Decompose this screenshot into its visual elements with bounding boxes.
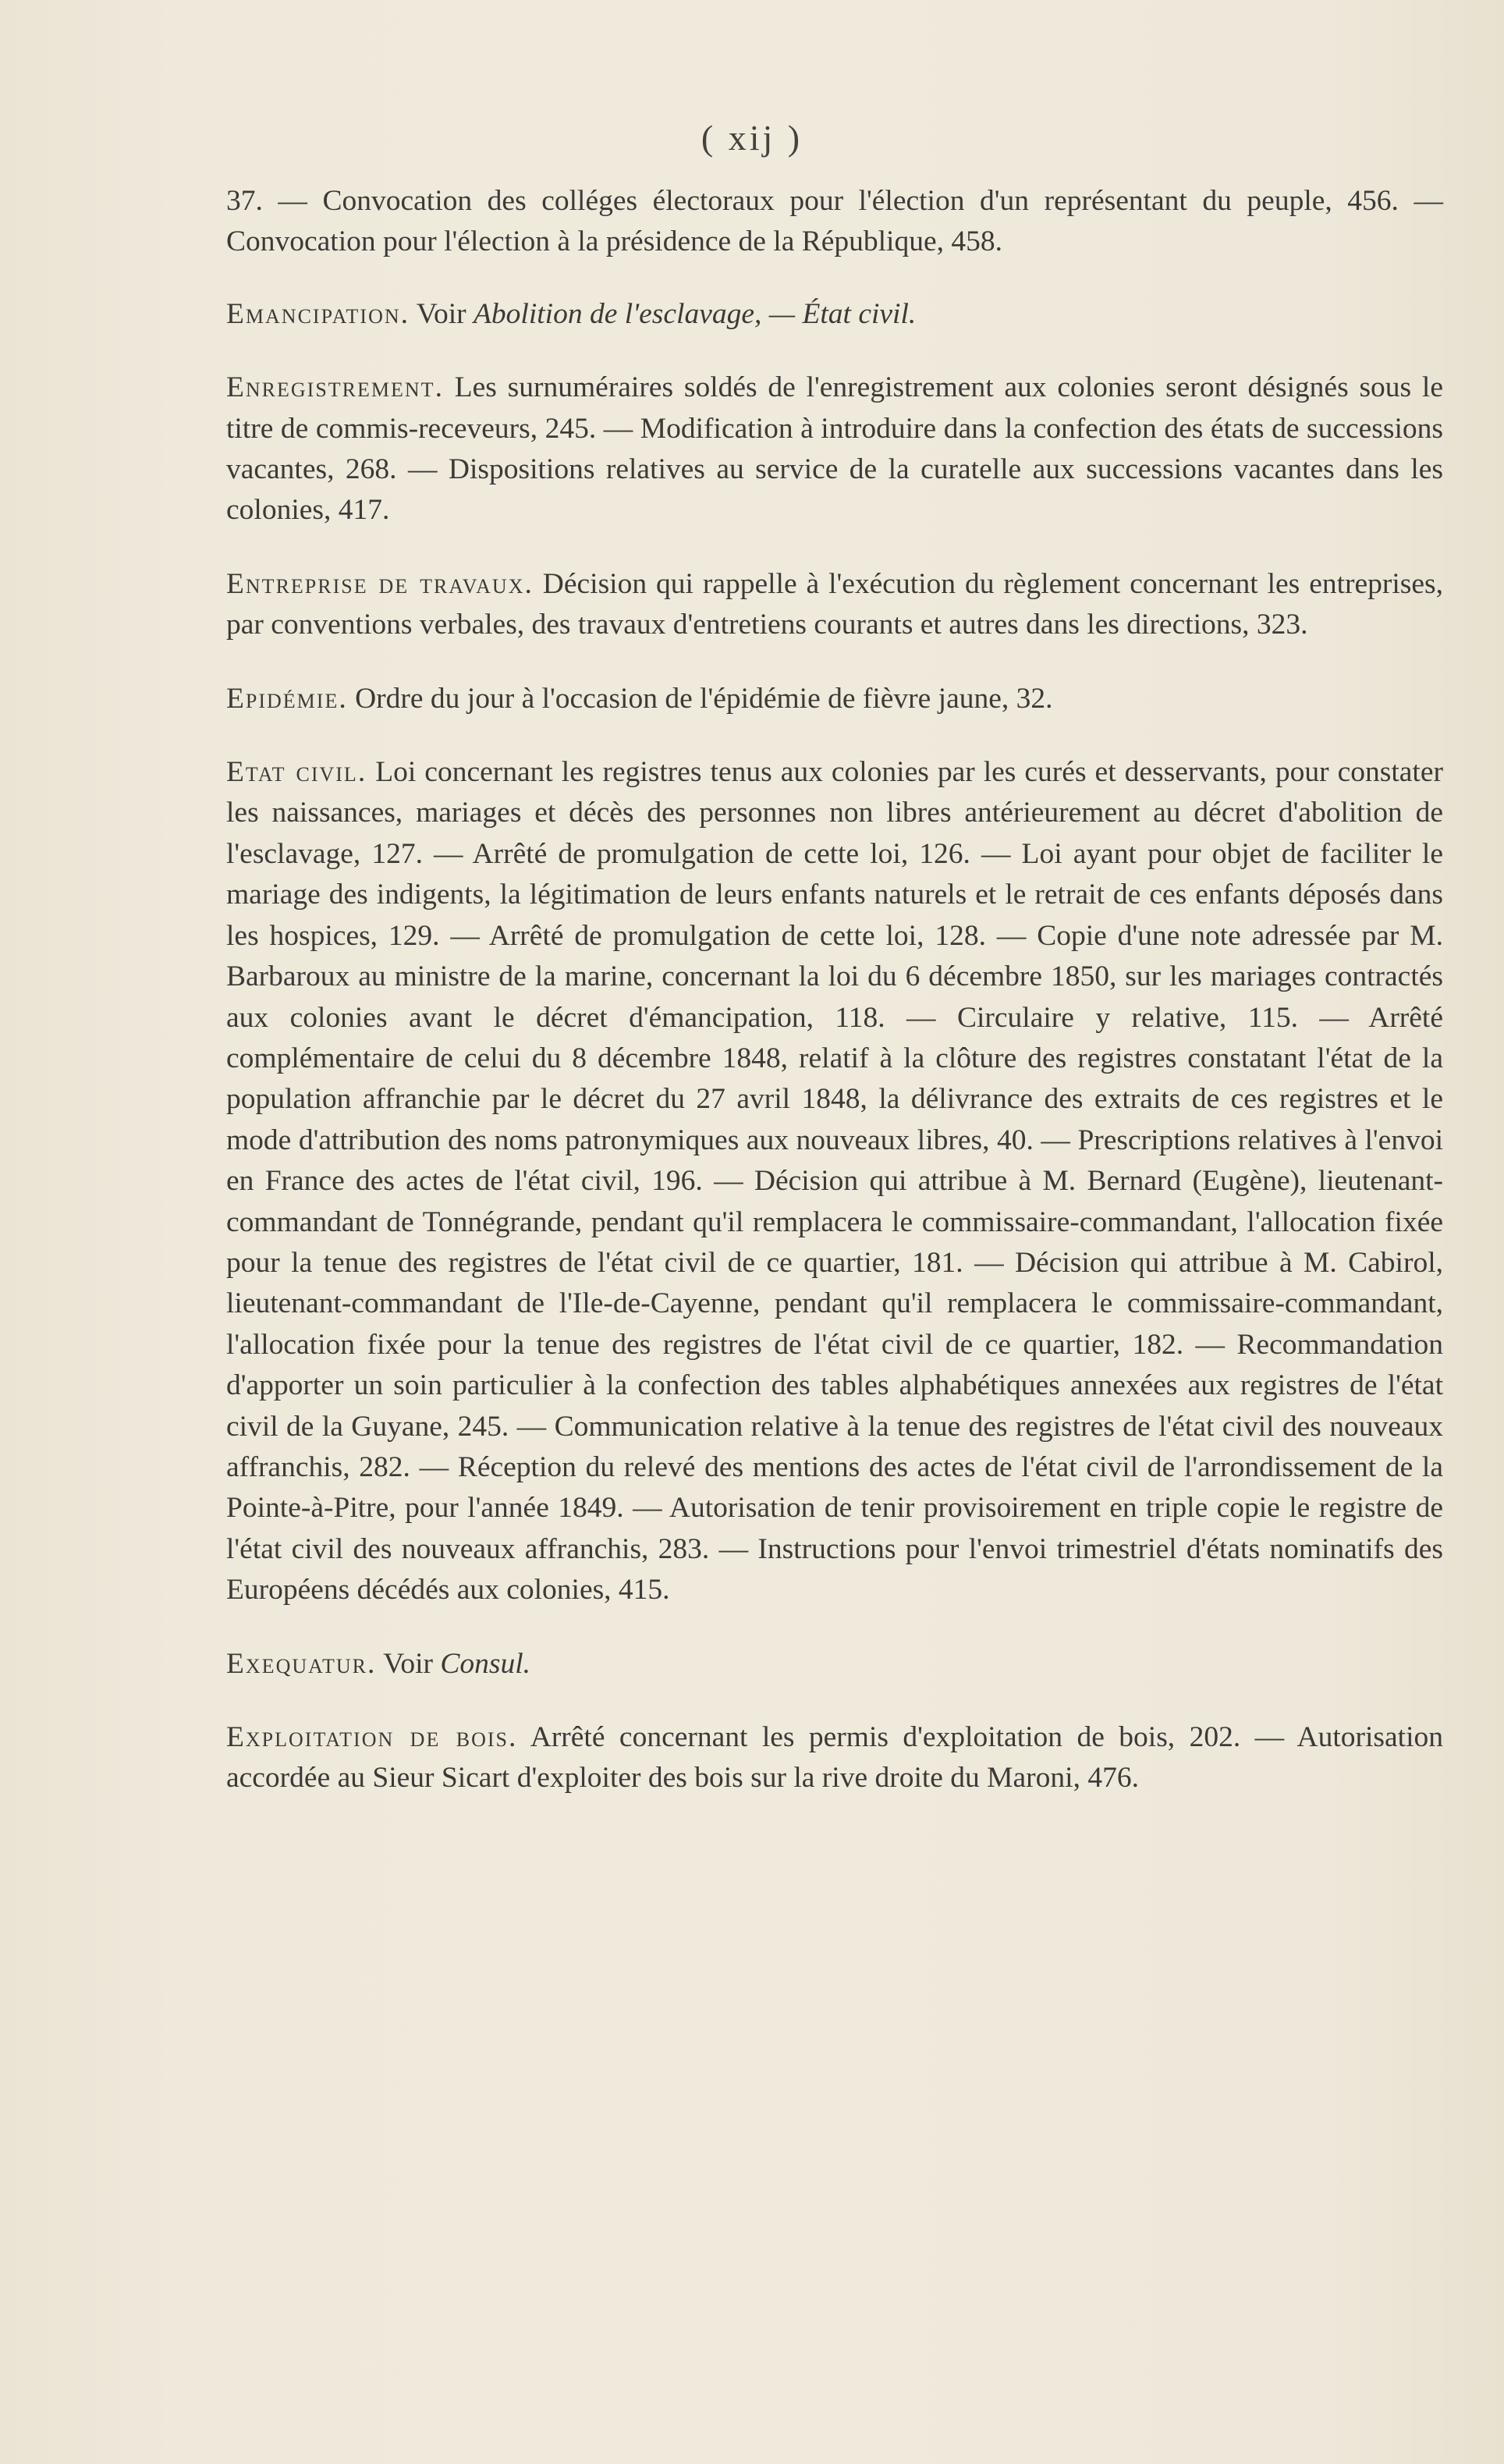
entry-heading: Emancipation. bbox=[226, 297, 410, 330]
index-entry-continuation bbox=[226, 181, 1443, 263]
page-number: ( xij ) bbox=[701, 118, 803, 158]
entry-cross-reference: Abolition de l'esclavage, — État civil. bbox=[474, 297, 917, 330]
entry-heading: Etat civil. bbox=[226, 756, 367, 789]
entry-text: Voir bbox=[410, 297, 474, 330]
index-entry-emancipation bbox=[226, 294, 1443, 335]
index-body bbox=[226, 181, 1443, 1832]
entry-text: Loi concernant les registres tenus aux colonies par les curés et desservants, pour constater les naissances, mariages et décès des personnes non libres antérieurement au décret d'abolition de l'esclavage, 127. — Arrêté de promulgation de cette loi, 126. — Loi ayant pour objet de faciliter le mariage des indigents, la légitimation de leurs enfants naturels et le retrait de ces enfants déposés dans les hospices, 129. — Arrêté de promulgation de cette loi, 128. — Copie d'une note adressée par M. Barbaroux au ministre de la marine, concernant la loi du 6 décembre 1850, sur les mariages contractés aux colonies avant le décret d'émancipation, 118. — Circulaire y relative, 115. — Arrêté complémentaire de celui du 8 décembre 1848, relatif à la clôture des registres constatant l'état de la population affranchie par le décret du 27 avril 1848, la délivrance des extraits de ces registres et le mode d'attribution des noms patronymiques aux nouveaux libres, 40. — Prescriptions relatives à l'envoi en France des actes de l'état civil, 196. — Décision qui attribue à M. Bernard (Eugène), lieutenant-commandant de Tonnégrande, pendant qu'il remplacera le commissaire-commandant, l'allocation fixée pour la tenue des registres de l'état civil de ce quartier, 181. — Décision qui attribue à M. Cabirol, lieutenant-commandant de l'Ile-de-Cayenne, pendant qu'il remplacera le commissaire-commandant, l'allocation fixée pour la tenue des registres de l'état civil de ce quartier, 182. — Recommandation d'apporter un soin particulier à la confection des tables alphabétiques annexées aux registres de l'état civil de la Guyane, 245. — Communication relative à la tenue des registres de l'état civil des nouveaux affranchis, 282. — Réception du relevé des mentions des actes de l'état civil de l'arrondissement de la Pointe-à-Pitre, pour l'année 1849. — Autorisation de tenir provisoirement en triple copie le registre de l'état civil des nouveaux affranchis, 283. — Instructions pour l'envoi trimestriel d'états nominatifs des Européens décédés aux colonies, 415. bbox=[226, 756, 1443, 1607]
entry-heading: Entreprise de travaux. bbox=[226, 567, 534, 600]
index-entry-etat-civil bbox=[226, 752, 1443, 1611]
index-entry-exequatur bbox=[226, 1644, 1443, 1685]
index-entry-entreprise-de-travaux bbox=[226, 564, 1443, 646]
entry-text: Ordre du jour à l'occasion de l'épidémie de fièvre jaune, 32. bbox=[347, 682, 1053, 715]
entry-text: Les surnuméraires soldés de l'enregistrement aux colonies seront désignés sous le titre de commis-receveurs, 245. — Modification à introduire dans la confection des états de successions vacantes, 268. — Dispositions relatives au service de la curatelle aux successions vacantes dans les colonies, 417. bbox=[226, 371, 1443, 527]
entry-text: Décision qui rappelle à l'exécution du règlement concernant les entreprises, par conventions verbales, des travaux d'entretiens courants et autres dans les directions, 323. bbox=[226, 567, 1443, 641]
entry-heading: Enregistrement. bbox=[226, 371, 444, 404]
entry-text: Voir bbox=[376, 1647, 441, 1680]
entry-heading: Exequatur. bbox=[226, 1647, 377, 1680]
entry-text: 37. — Convocation des colléges électoraux pour l'élection d'un représentant du peuple, 456. — Convocation pour l'élection à la présidence de la République, 458. bbox=[226, 185, 1443, 258]
index-entry-enregistrement bbox=[226, 367, 1443, 531]
entry-cross-reference: Consul. bbox=[440, 1647, 531, 1680]
entry-text: Arrêté concernant les permis d'exploitation de bois, 202. — Autorisation accordée au Sieur Sicart d'exploiter des bois sur la rive droite du Maroni, 476. bbox=[226, 1721, 1443, 1795]
entry-heading: Exploitation de bois. bbox=[226, 1721, 518, 1753]
index-entry-epidemie bbox=[226, 679, 1443, 719]
index-entry-exploitation-de-bois bbox=[226, 1717, 1443, 1799]
entry-heading: Epidémie. bbox=[226, 682, 348, 715]
